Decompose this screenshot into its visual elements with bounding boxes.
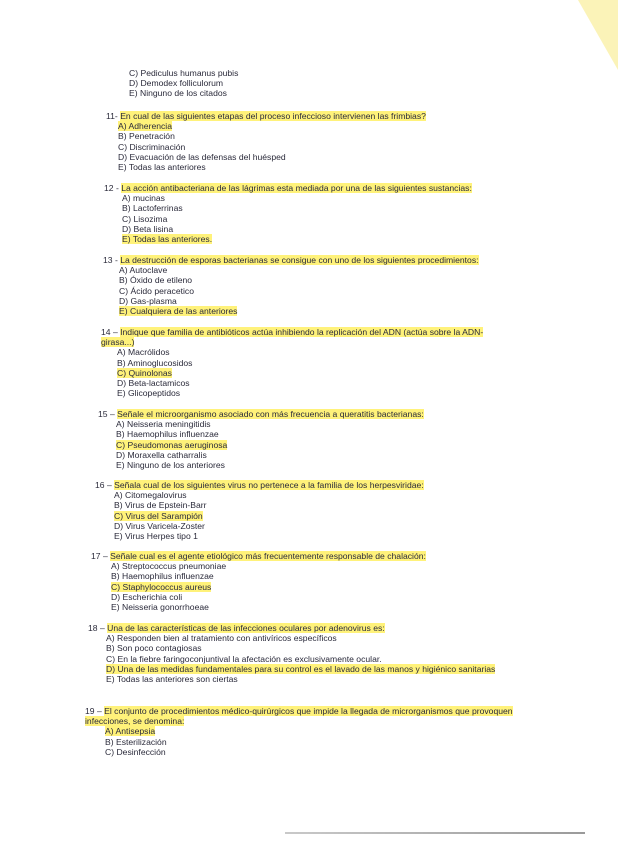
question-text: 11- En cual de las siguientes etapas del proceso infeccioso intervienen las frimbias? xyxy=(106,111,426,121)
option: E) Cualquiera de las anteriores xyxy=(119,306,238,317)
option: B) Aminoglucosidos xyxy=(117,357,193,368)
option: C) Discriminación xyxy=(118,141,186,152)
option: B) Son poco contagiosas xyxy=(106,643,202,654)
question-16 xyxy=(95,480,424,541)
question-text: 18 – Una de las características de las infecciones oculares por adenovirus es: xyxy=(88,623,385,633)
option: C) Virus del Sarampión xyxy=(114,510,203,521)
option: D) Demodex folliculorum xyxy=(129,78,224,89)
option: A) mucinas xyxy=(122,193,165,204)
option: C) Desinfección xyxy=(105,746,166,757)
option: C) Lisozima xyxy=(122,213,168,224)
option: D) Virus Varicela-Zoster xyxy=(114,520,205,531)
option: C) Pediculus humanus pubis xyxy=(129,68,239,78)
option: A) Streptococcus pneumoniae xyxy=(111,561,227,572)
option: D) Beta-lactamicos xyxy=(117,378,190,389)
option: B) Lactoferrinas xyxy=(122,203,183,214)
option: E) Ninguno de los citados xyxy=(129,88,227,99)
option: D) Una de las medidas fundamentales para su control es el lavado de las manos y higiénico sanitarias xyxy=(106,663,496,674)
question-text: 14 – Indique que familia de antibióticos actúa inhibiendo la replicación del ADN (actúa sobre la ADN-girasa...) xyxy=(101,327,484,348)
option: A) Adherencia xyxy=(118,121,172,132)
option: D) Beta lisina xyxy=(122,223,174,234)
option: D) Moraxella catharralis xyxy=(116,449,207,460)
option: A) Antisepsia xyxy=(105,726,156,737)
option: E) Ninguno de los anteriores xyxy=(116,460,225,471)
question-12 xyxy=(104,183,472,244)
option: A) Neisseria meningitidis xyxy=(116,419,211,430)
question-15 xyxy=(98,409,424,470)
question-text: 12 - La acción antibacteriana de las lágrimas esta mediada por una de las siguientes sustancias: xyxy=(104,183,472,193)
option: B) Virus de Epstein-Barr xyxy=(114,500,207,511)
option: D) Evacuación de las defensas del huésped xyxy=(118,151,286,162)
option: E) Neisseria gonorrhoeae xyxy=(111,602,209,613)
option: E) Todas las anteriores son ciertas xyxy=(106,674,238,685)
option: A) Citomegalovirus xyxy=(114,490,187,501)
question-text: 17 – Señale cual es el agente etiológico más frecuentemente responsable de chalación: xyxy=(91,551,426,561)
option: E) Todas las anteriores xyxy=(118,162,206,173)
option: A) Autoclave xyxy=(119,265,168,276)
option: C) Pseudomonas aeruginosa xyxy=(116,439,228,450)
option: E) Glicopeptidos xyxy=(117,388,181,399)
leading-options xyxy=(129,68,238,99)
question-17 xyxy=(91,551,426,612)
option: B) Haemophilus influenzae xyxy=(111,571,214,582)
question-text: 13 - La destrucción de esporas bacterianas se consigue con uno de los siguientes procedimientos: xyxy=(103,255,479,265)
option: B) Óxido de etileno xyxy=(119,275,193,286)
option: C) Ácido peracetico xyxy=(119,285,194,296)
option: A) Responden bien al tratamiento con antivíricos específicos xyxy=(106,633,337,644)
footer-divider xyxy=(285,832,585,834)
question-11 xyxy=(106,111,426,172)
option: C) Staphylococcus aureus xyxy=(111,581,212,592)
page-corner-fold xyxy=(578,0,618,70)
option: E) Todas las anteriores. xyxy=(122,234,213,245)
option: C) Quinolonas xyxy=(117,367,172,378)
option: D) Escherichia coli xyxy=(111,591,183,602)
question-13 xyxy=(103,255,479,316)
option: C) En la fiebre faringoconjuntival la afectación es exclusivamente ocular. xyxy=(106,653,382,664)
question-text: 19 – El conjunto de procedimientos médico-quirúrgicos que impide la llegada de microrganismos que provoquen infecciones, se denomina: xyxy=(85,706,513,727)
question-18 xyxy=(88,623,508,684)
option: B) Penetración xyxy=(118,131,175,142)
option: E) Virus Herpes tipo 1 xyxy=(114,531,198,542)
option: B) Haemophilus influenzae xyxy=(116,429,219,440)
question-19 xyxy=(85,706,515,757)
question-text: 15 – Señale el microorganismo asociado con más frecuencia a queratitis bacterianas: xyxy=(98,409,424,419)
option: D) Gas-plasma xyxy=(119,295,177,306)
option: A) Macrólidos xyxy=(117,347,170,358)
option: B) Esterilización xyxy=(105,736,167,747)
question-text: 16 – Señala cual de los siguientes virus no pertenece a la familia de los herpesviridae: xyxy=(95,480,424,490)
question-14 xyxy=(101,327,513,398)
